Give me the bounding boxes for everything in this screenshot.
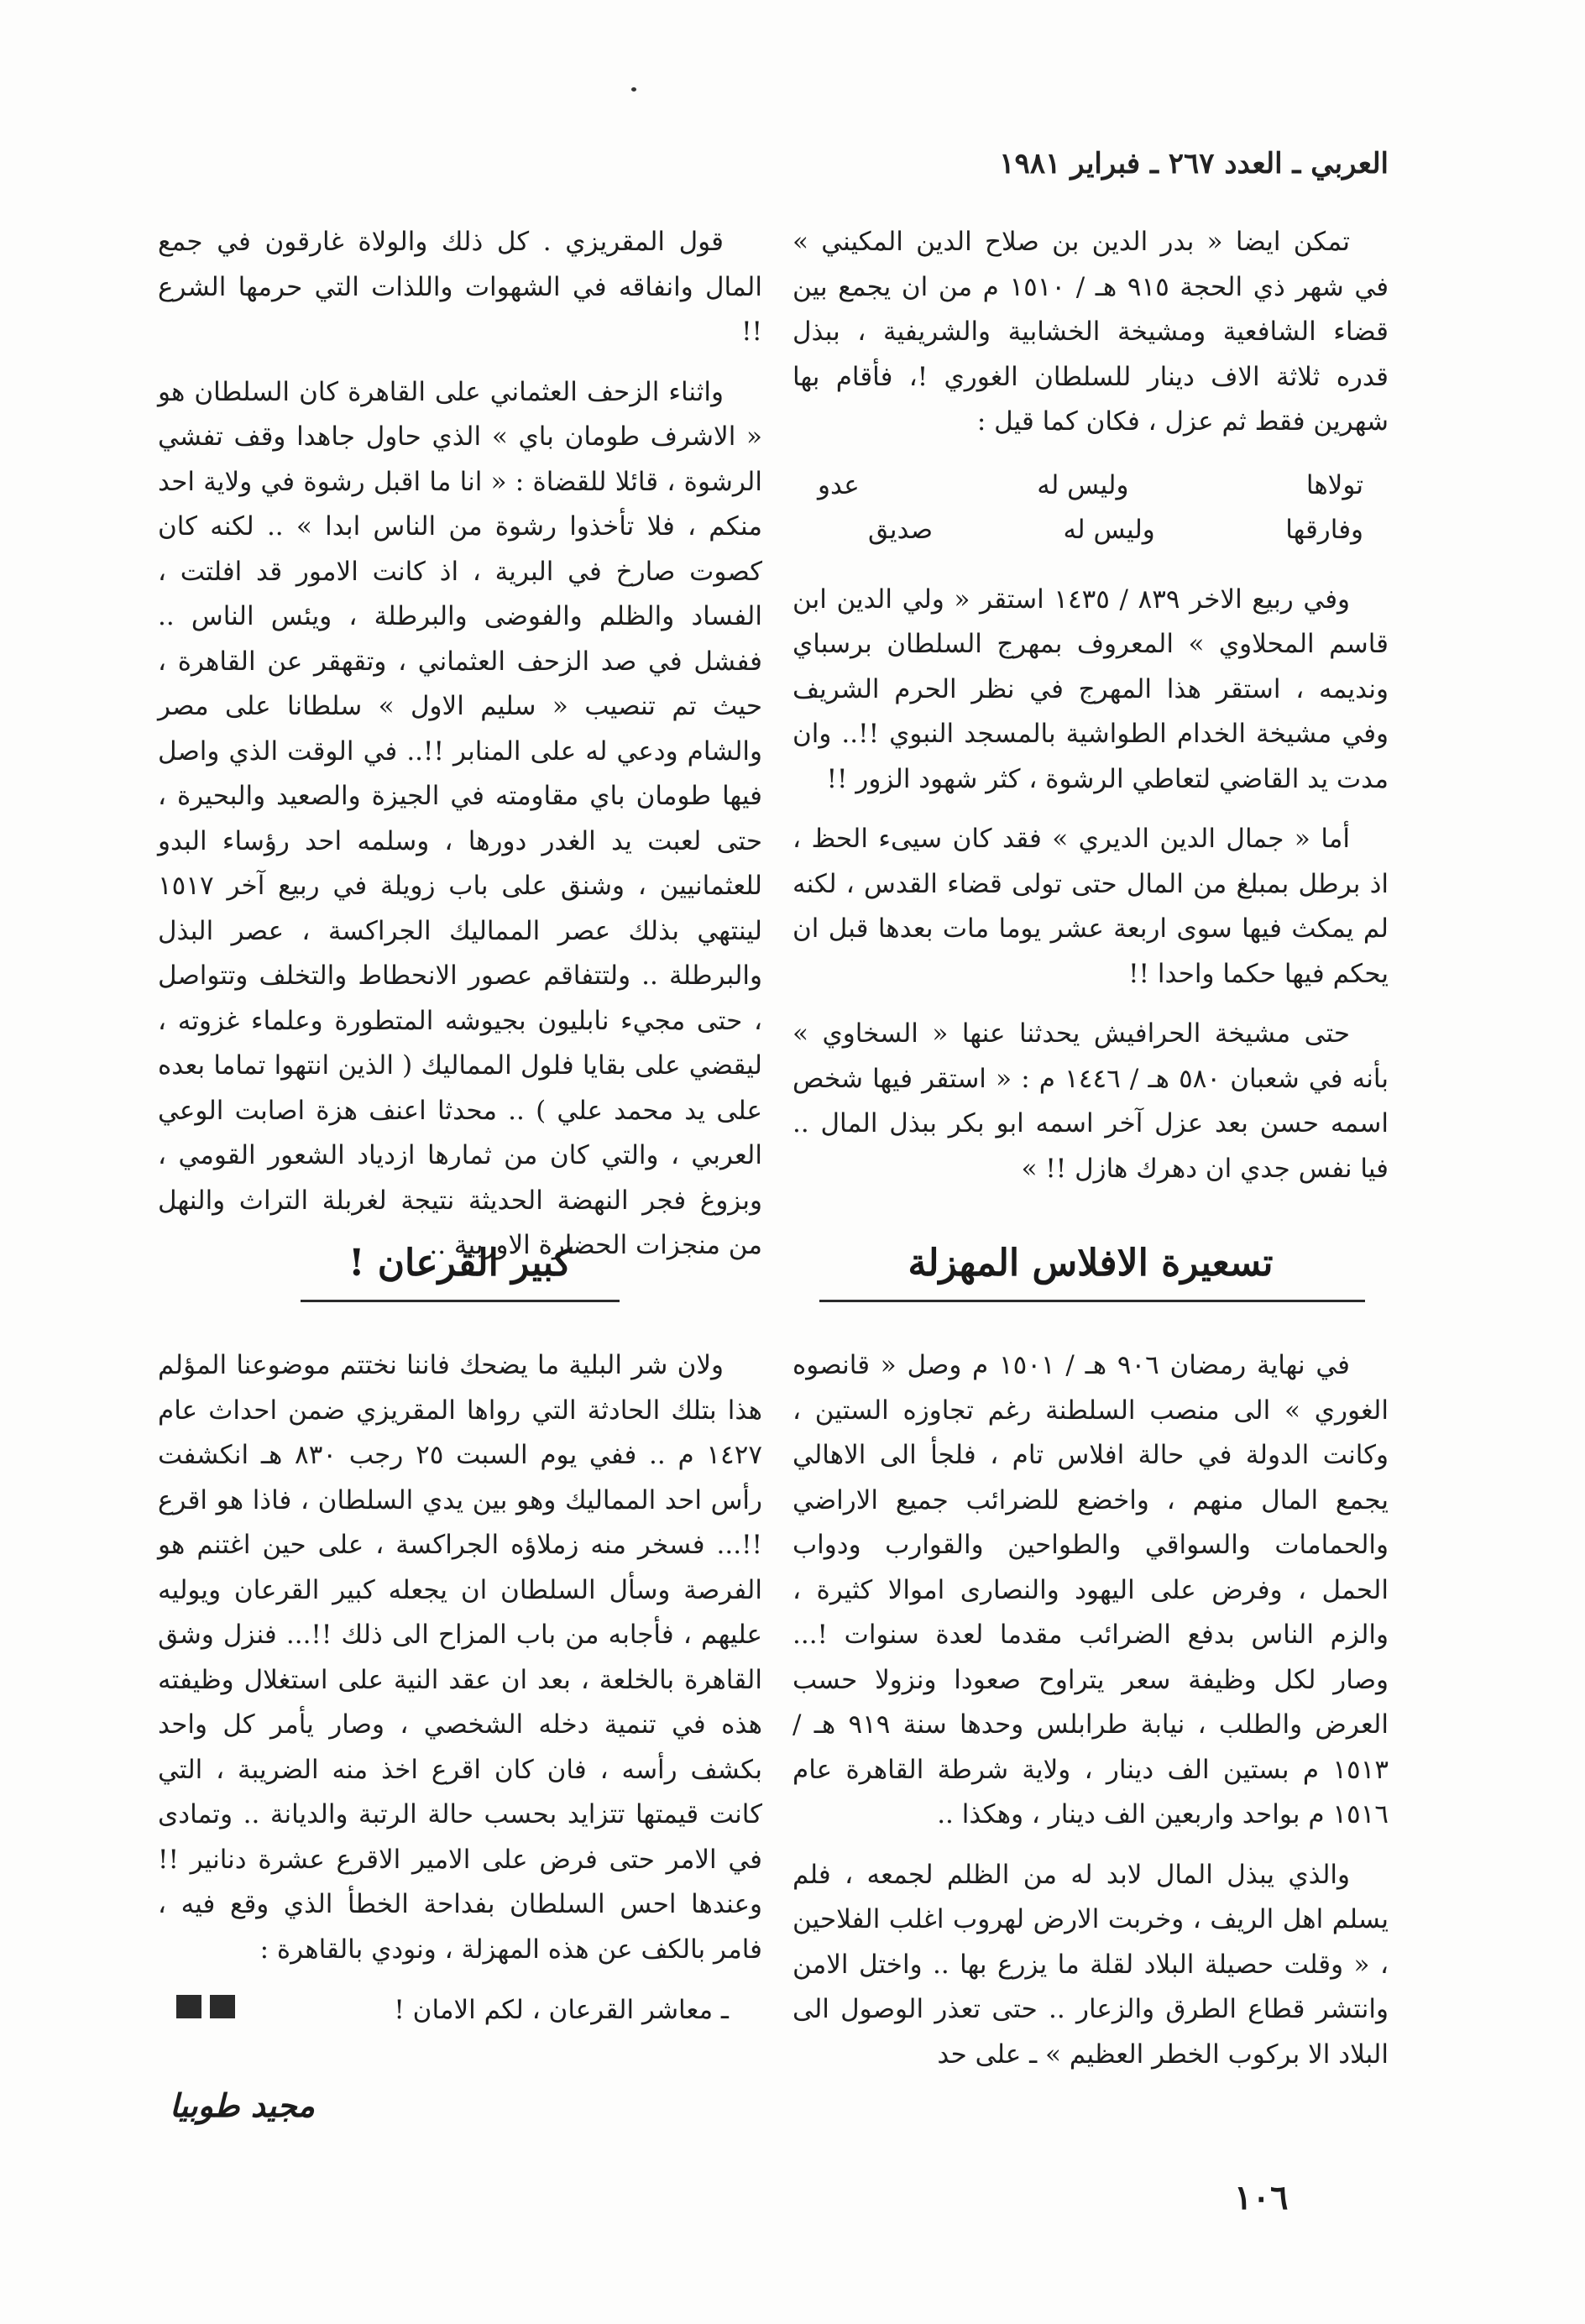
paragraph: واثناء الزحف العثماني على القاهرة كان السلطان هو « الاشرف طومان باي » الذي حاول جاهدا وقف تفشي الرشوة ، قائلا للقضاة : « انا ما اقبل رشوة في ولاية احد منكم ، فلا تأخذوا رشوة من الناس ابدا » .. لكنه كان كصوت صارخ في البرية ، اذ كانت الامور قد افلتت ، الفساد والظلم والفوضى والبرطلة ، ويئس الناس .. ففشل في صد الزحف العثماني ، وتقهقر عن القاهرة ، حيث تم تنصيب « سليم الاول » سلطانا على مصر والشام ودعي له على المنابر !!.. في الوقت الذي واصل فيها طومان باي مقاومته في الجيزة والصعيد والبحيرة ، حتى لعبت يد الغدر دورها ، وسلمه احد رؤساء البدو للعثمانيين ، وشنق على باب زويلة في ربيع آخر ١٥١٧ لينتهي بذلك عصر المماليك الجراكسة ، عصر البذل والبرطلة .. ولتتفاقم عصور الانحطاط والتخلف وتتواصل ، حتى مجيء نابليون بجيوشه المتطورة وعلماء غزوته ، ليقضي على بقايا فلول المماليك ( الذين انتهوا تماما بعده على يد محمد علي ) .. محدثا اعنف هزة اصابت الوعي العربي ، والتي كان من ثمارها ازدياد الشعور القومي ، وبزوغ فجر النهضة الحديثة نتيجة لغربلة التراث والنهل من منجزات الحضارة الاوربية .. xyxy=(158,376,762,1260)
poem-word: وليس له xyxy=(1037,469,1129,500)
closing-quote: ـ معاشر القرعان ، لكم الامان ! xyxy=(394,1995,729,2025)
left-column-bottom xyxy=(158,1343,762,1987)
title-rule xyxy=(301,1300,620,1302)
page-number: ١٠٦ xyxy=(1234,2178,1289,2217)
poem-word: عدو xyxy=(818,469,860,500)
right-column-bottom xyxy=(792,1343,1389,2092)
poem-line xyxy=(818,508,1363,552)
end-of-article-mark xyxy=(176,1995,235,2018)
right-column-top xyxy=(792,220,1389,1206)
paragraph: والذي يبذل المال لابد له من الظلم لجمعه ، فلم يسلم اهل الريف ، وخربت الارض لهروب اغلب الفلاحين ، « وقلت حصيلة البلاد لقلة ما يزرع بها .. واختل الامن وانتشر قطاع الطرق والزعار .. حتى تعذر الوصول الى البلاد الا بركوب الخطر العظيم » ـ على حد xyxy=(792,1859,1389,2070)
print-speck xyxy=(631,87,636,92)
running-head: العربي ـ العدد ٢٦٧ ـ فبراير ١٩٨١ xyxy=(999,147,1389,181)
paragraph: ولان شر البلية ما يضحك فاننا نختتم موضوعنا المؤلم هذا بتلك الحادثة التي رواها المقريزي ضمن احداث عام ١٤٢٧ م .. ففي يوم السبت ٢٥ رجب ٨٣٠ هـ انكشفت رأس احد المماليك وهو بين يدي السلطان ، فاذا هو اقرع !!... فسخر منه زملاؤه الجراكسة ، على حين اغتنم هو الفرصة وسأل السلطان ان يجعله كبير القرعان ويوليه عليهم ، فأجابه من باب المزاح الى ذلك !!... فنزل وشق القاهرة بالخلعة ، بعد ان عقد النية على استغلال وظيفته هذه في تنمية دخله الشخصي ، وصار يأمر كل واحد بكشف رأسه ، فان كان اقرع اخذ منه الضريبة ، التي كانت قيمتها تتزايد بحسب حالة الرتبة والديانة .. وتمادى في الامر حتى فرض على الامير الاقرع عشرة دنانير !! وعندها احس السلطان بفداحة الخطأ الذي وقع فيه ، فامر بالكف عن هذه المهزلة ، ونودي بالقاهرة : xyxy=(158,1350,762,1965)
paragraph: قول المقريزي . كل ذلك والولاة غارقون في جمع المال وانفاقه في الشهوات واللذات التي حرمها الشرع !! xyxy=(158,227,762,347)
paragraph: تمكن ايضا « بدر الدين بن صلاح الدين المكيني » في شهر ذي الحجة ٩١٥ هـ / ١٥١٠ م من ان يجمع بين قضاء الشافعية ومشيخة الخشابية والشريفية ، ببذل قدره ثلاثة الاف دينار للسلطان الغوري !، فأقام بها شهرين فقط ثم عزل ، فكان كما قيل : xyxy=(792,227,1389,437)
left-column-top xyxy=(158,220,762,1284)
poem-line xyxy=(818,463,1363,508)
end-square xyxy=(210,1995,235,2018)
poem-word: صديق xyxy=(868,514,934,545)
paragraph: في نهاية رمضان ٩٠٦ هـ / ١٥٠١ م وصل « قانصوه الغوري » الى منصب السلطنة رغم تجاوزه الستين ، وكانت الدولة في حالة افلاس تام ، فلجأ الى الاهالي يجمع المال منهم ، واخضع للضرائب جميع الاراضي والحمامات والسواقي والطواحين والقوارب ودواب الحمل ، وفرض على اليهود والنصارى اموالا كثيرة ، والزم الناس بدفع الضرائب مقدما لعدة سنوات !... وصار لكل وظيفة سعر يتراوح صعودا ونزولا حسب العرض والطلب ، نيابة طرابلس وحدها سنة ٩١٩ هـ / ١٥١٣ م بستين الف دينار ، ولاية شرطة القاهرة عام ١٥١٦ م بواحد واربعين الف دينار ، وهكذا .. xyxy=(792,1350,1389,1829)
section-title-left: كبير القرعان ! xyxy=(348,1242,572,1285)
paragraph: وفي ربيع الاخر ٨٣٩ / ١٤٣٥ استقر « ولي الدين ابن قاسم المحلاوي » المعروف بمهرج السلطان برسباي ونديمه ، استقر هذا المهرج في نظر الحرم الشريف وفي مشيخة الخدام الطواشية بالمسجد النبوي !!.. وان مدت يد القاضي لتعاطي الرشوة ، كثر شهود الزور !! xyxy=(792,584,1389,794)
paragraph: حتى مشيخة الحرافيش يحدثنا عنها « السخاوي » بأنه في شعبان ٥٨٠ هـ / ١٤٤٦ م : « استقر فيها شخص اسمه حسن بعد عزل آخر اسمه ابو بكر ببذل المال .. فيا نفس جدي ان دهرك هازل !! » xyxy=(792,1018,1389,1184)
section-title-right: تسعيرة الافلاس المهزلة xyxy=(908,1242,1274,1285)
poem-word: تولاها xyxy=(1305,469,1363,500)
poem-word: وليس له xyxy=(1063,514,1155,545)
poem-word: وفارقها xyxy=(1285,514,1363,545)
end-square xyxy=(176,1995,201,2018)
title-rule xyxy=(819,1300,1365,1302)
paragraph: أما « جمال الدين الديري » فقد كان سيىء الحظ ، اذ برطل بمبلغ من المال حتى تولى قضاء القدس ، لكنه لم يمكث فيها سوى اربعة عشر يوما مات بعدها قبل ان يحكم فيها حكما واحدا !! xyxy=(792,824,1389,989)
poem xyxy=(818,463,1363,552)
author-signature: مجيد طوبيا xyxy=(170,2086,316,2124)
